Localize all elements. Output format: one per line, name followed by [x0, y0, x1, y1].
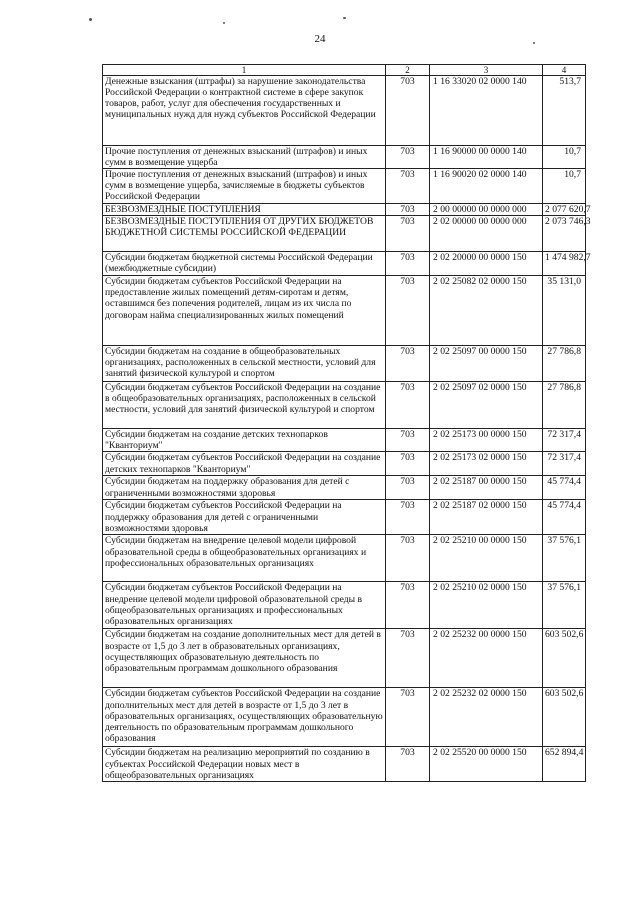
row-amount: 37 576,1: [543, 582, 586, 629]
row-name: Субсидии бюджетам на реализацию мероприятий по созданию в субъектах Российской Федерации новых мест в общеобразовательных организациях: [103, 747, 386, 782]
row-amount: 513,7: [543, 76, 586, 146]
column-header-3: 3: [430, 65, 543, 76]
row-admin-code: 703: [386, 204, 430, 216]
row-admin-code: 703: [386, 452, 430, 476]
row-amount: 10,7: [543, 146, 586, 169]
page-number: 24: [314, 33, 326, 45]
row-amount: 2 077 620,7: [543, 204, 586, 216]
row-budget-code: 2 02 25173 02 0000 150: [430, 452, 543, 476]
row-admin-code: 703: [386, 76, 430, 146]
row-budget-code: 2 02 25097 02 0000 150: [430, 382, 543, 429]
row-amount: 652 894,4: [543, 747, 586, 782]
row-admin-code: 703: [386, 629, 430, 688]
row-admin-code: 703: [386, 276, 430, 346]
scan-speck: [533, 42, 535, 44]
row-amount: 72 317,4: [543, 452, 586, 476]
row-admin-code: 703: [386, 582, 430, 629]
row-budget-code: 2 00 00000 00 0000 000: [430, 204, 543, 216]
row-budget-code: 2 02 25232 00 0000 150: [430, 629, 543, 688]
row-name: Денежные взыскания (штрафы) за нарушение законодательства Российской Федерации о контрактной системе в сфере закупок товаров, работ, услуг для обеспечения государственных и муниципальных нужд для нужд субъектов Российской Федерации: [103, 76, 386, 146]
row-budget-code: 2 02 25187 00 0000 150: [430, 476, 543, 500]
row-name: БЕЗВОЗМЕЗДНЫЕ ПОСТУПЛЕНИЯ ОТ ДРУГИХ БЮДЖЕТОВ БЮДЖЕТНОЙ СИСТЕМЫ РОССИЙСКОЙ ФЕДЕРАЦИИ: [103, 216, 386, 252]
table-row: [103, 382, 586, 429]
table-row: [103, 146, 586, 169]
row-budget-code: 1 16 33020 02 0000 140: [430, 76, 543, 146]
row-budget-code: 2 02 25232 02 0000 150: [430, 688, 543, 747]
row-name: Субсидии бюджетам субъектов Российской Федерации на создание детских технопарков "Кванториум": [103, 452, 386, 476]
table-row: [103, 688, 586, 747]
row-budget-code: 2 02 25173 00 0000 150: [430, 429, 543, 452]
scan-speck: [89, 18, 92, 21]
row-amount: 10,7: [543, 169, 586, 204]
row-budget-code: 2 02 25210 02 0000 150: [430, 582, 543, 629]
row-amount: 72 317,4: [543, 429, 586, 452]
scan-speck: [223, 22, 225, 24]
table-row: [103, 252, 586, 276]
row-budget-code: 1 16 90020 02 0000 140: [430, 169, 543, 204]
row-amount: 45 774,4: [543, 500, 586, 535]
row-amount: 2 073 746,3: [543, 216, 586, 252]
row-budget-code: 2 02 00000 00 0000 000: [430, 216, 543, 252]
row-name: Субсидии бюджетам субъектов Российской Федерации на внедрение целевой модели цифровой образовательной среды в общеобразовательных организациях и профессиональных образовательных организациях: [103, 582, 386, 629]
table-row: [103, 452, 586, 476]
row-name: Субсидии бюджетам на создание дополнительных мест для детей в возрасте от 1,5 до 3 лет в образовательных организациях, осуществляющих образовательную деятельность по образовательным программам дошкольного образования: [103, 629, 386, 688]
row-admin-code: 703: [386, 382, 430, 429]
row-budget-code: 2 02 25187 02 0000 150: [430, 500, 543, 535]
row-name: Субсидии бюджетам на создание в общеобразовательных организациях, расположенных в сельской местности, условий для занятий физической культурой и спортом: [103, 346, 386, 382]
table-row: [103, 582, 586, 629]
row-amount: 1 474 982,7: [543, 252, 586, 276]
table-row: [103, 629, 586, 688]
table-row: [103, 169, 586, 204]
column-header-2: 2: [386, 65, 430, 76]
column-header-1: 1: [103, 65, 386, 76]
row-name: Субсидии бюджетам бюджетной системы Российской Федерации (межбюджетные субсидии): [103, 252, 386, 276]
row-budget-code: 1 16 90000 00 0000 140: [430, 146, 543, 169]
row-budget-code: 2 02 25520 00 0000 150: [430, 747, 543, 782]
row-amount: 27 786,8: [543, 346, 586, 382]
row-budget-code: 2 02 25210 00 0000 150: [430, 535, 543, 582]
table-row: [103, 216, 586, 252]
row-admin-code: 703: [386, 500, 430, 535]
row-amount: 603 502,6: [543, 629, 586, 688]
row-amount: 37 576,1: [543, 535, 586, 582]
scan-speck: [343, 17, 346, 19]
table-row: [103, 500, 586, 535]
table-row: [103, 204, 586, 216]
row-admin-code: 703: [386, 346, 430, 382]
row-admin-code: 703: [386, 688, 430, 747]
row-name: Субсидии бюджетам субъектов Российской Федерации на создание в общеобразовательных организациях, расположенных в сельской местности, условий для занятий физической культурой и спортом: [103, 382, 386, 429]
row-admin-code: 703: [386, 252, 430, 276]
row-admin-code: 703: [386, 216, 430, 252]
row-admin-code: 703: [386, 747, 430, 782]
table-row: [103, 535, 586, 582]
row-amount: 603 502,6: [543, 688, 586, 747]
column-header-4: 4: [543, 65, 586, 76]
row-name: Прочие поступления от денежных взысканий (штрафов) и иных сумм в возмещение ущерба: [103, 146, 386, 169]
row-name: Субсидии бюджетам на поддержку образования для детей с ограниченными возможностями здоровья: [103, 476, 386, 500]
row-admin-code: 703: [386, 429, 430, 452]
row-amount: 45 774,4: [543, 476, 586, 500]
row-name: Субсидии бюджетам субъектов Российской Федерации на создание дополнительных мест для детей в возрасте от 1,5 до 3 лет в образовательных организациях, осуществляющих образовательную деятельность по образовательным программам дошкольного образования: [103, 688, 386, 747]
table-row: [103, 346, 586, 382]
row-admin-code: 703: [386, 535, 430, 582]
table-row: [103, 747, 586, 782]
row-name: Субсидии бюджетам на создание детских технопарков "Кванториум": [103, 429, 386, 452]
row-amount: 27 786,8: [543, 382, 586, 429]
row-name: Прочие поступления от денежных взысканий (штрафов) и иных сумм в возмещение ущерба, зачисляемые в бюджеты субъектов Российской Федерации: [103, 169, 386, 204]
row-name: БЕЗВОЗМЕЗДНЫЕ ПОСТУПЛЕНИЯ: [103, 204, 386, 216]
row-budget-code: 2 02 25097 00 0000 150: [430, 346, 543, 382]
row-name: Субсидии бюджетам на внедрение целевой модели цифровой образовательной среды в общеобразовательных организациях и профессиональных образовательных организациях: [103, 535, 386, 582]
row-name: Субсидии бюджетам субъектов Российской Федерации на предоставление жилых помещений детям-сиротам и детям, оставшимся без попечения родителей, лицам из их числа по договорам найма специализированных жилых помещений: [103, 276, 386, 346]
table-row: [103, 276, 586, 346]
row-budget-code: 2 02 25082 02 0000 150: [430, 276, 543, 346]
table-row: [103, 429, 586, 452]
row-budget-code: 2 02 20000 00 0000 150: [430, 252, 543, 276]
table-row: [103, 76, 586, 146]
row-admin-code: 703: [386, 476, 430, 500]
row-admin-code: 703: [386, 146, 430, 169]
row-amount: 35 131,0: [543, 276, 586, 346]
table-header-row: [103, 65, 586, 76]
budget-revenue-table: [102, 64, 591, 782]
row-admin-code: 703: [386, 169, 430, 204]
table-row: [103, 476, 586, 500]
row-name: Субсидии бюджетам субъектов Российской Федерации на поддержку образования для детей с ограниченными возможностями здоровья: [103, 500, 386, 535]
